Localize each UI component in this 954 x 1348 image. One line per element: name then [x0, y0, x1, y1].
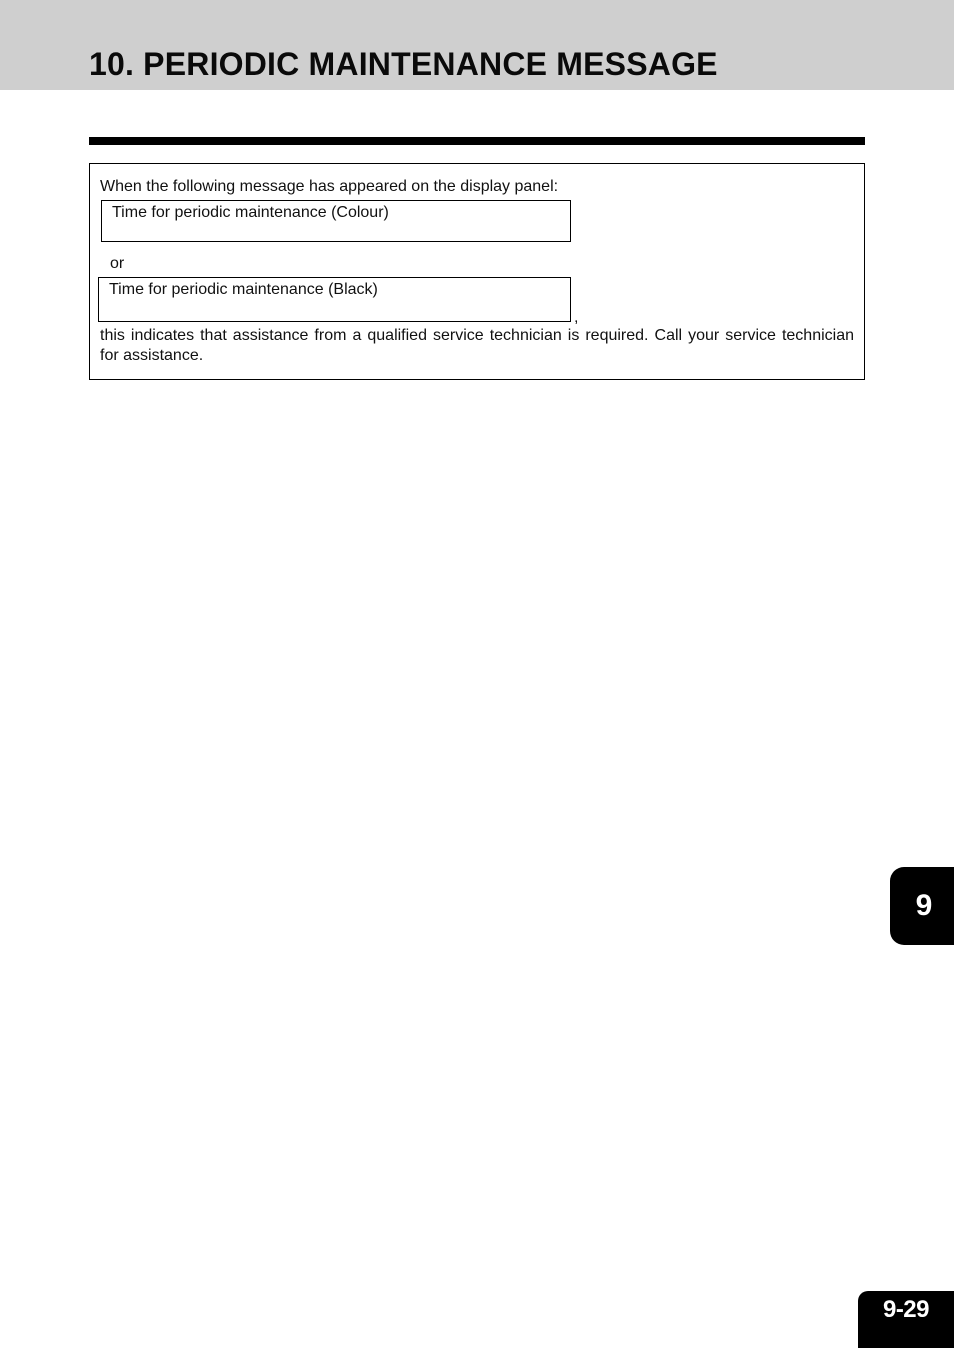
trailing-comma: , [574, 309, 579, 326]
message-panel-black [98, 277, 571, 322]
message-panel-colour [101, 200, 571, 242]
notice-body: this indicates that assistance from a qualified service technician is required. Call your service technician for assistance. [100, 327, 854, 364]
separator-or: or [110, 255, 125, 272]
message-text-black: Time for periodic maintenance (Black) [109, 281, 378, 298]
notice-intro: When the following message has appeared on the display panel: [100, 178, 559, 195]
title-rule [89, 137, 865, 145]
notice-box [89, 163, 865, 380]
chapter-tab: 9 [890, 867, 954, 945]
page-number: 9-29 [858, 1291, 954, 1348]
page-title: 10. PERIODIC MAINTENANCE MESSAGE [89, 46, 718, 82]
message-text-colour: Time for periodic maintenance (Colour) [112, 204, 389, 221]
